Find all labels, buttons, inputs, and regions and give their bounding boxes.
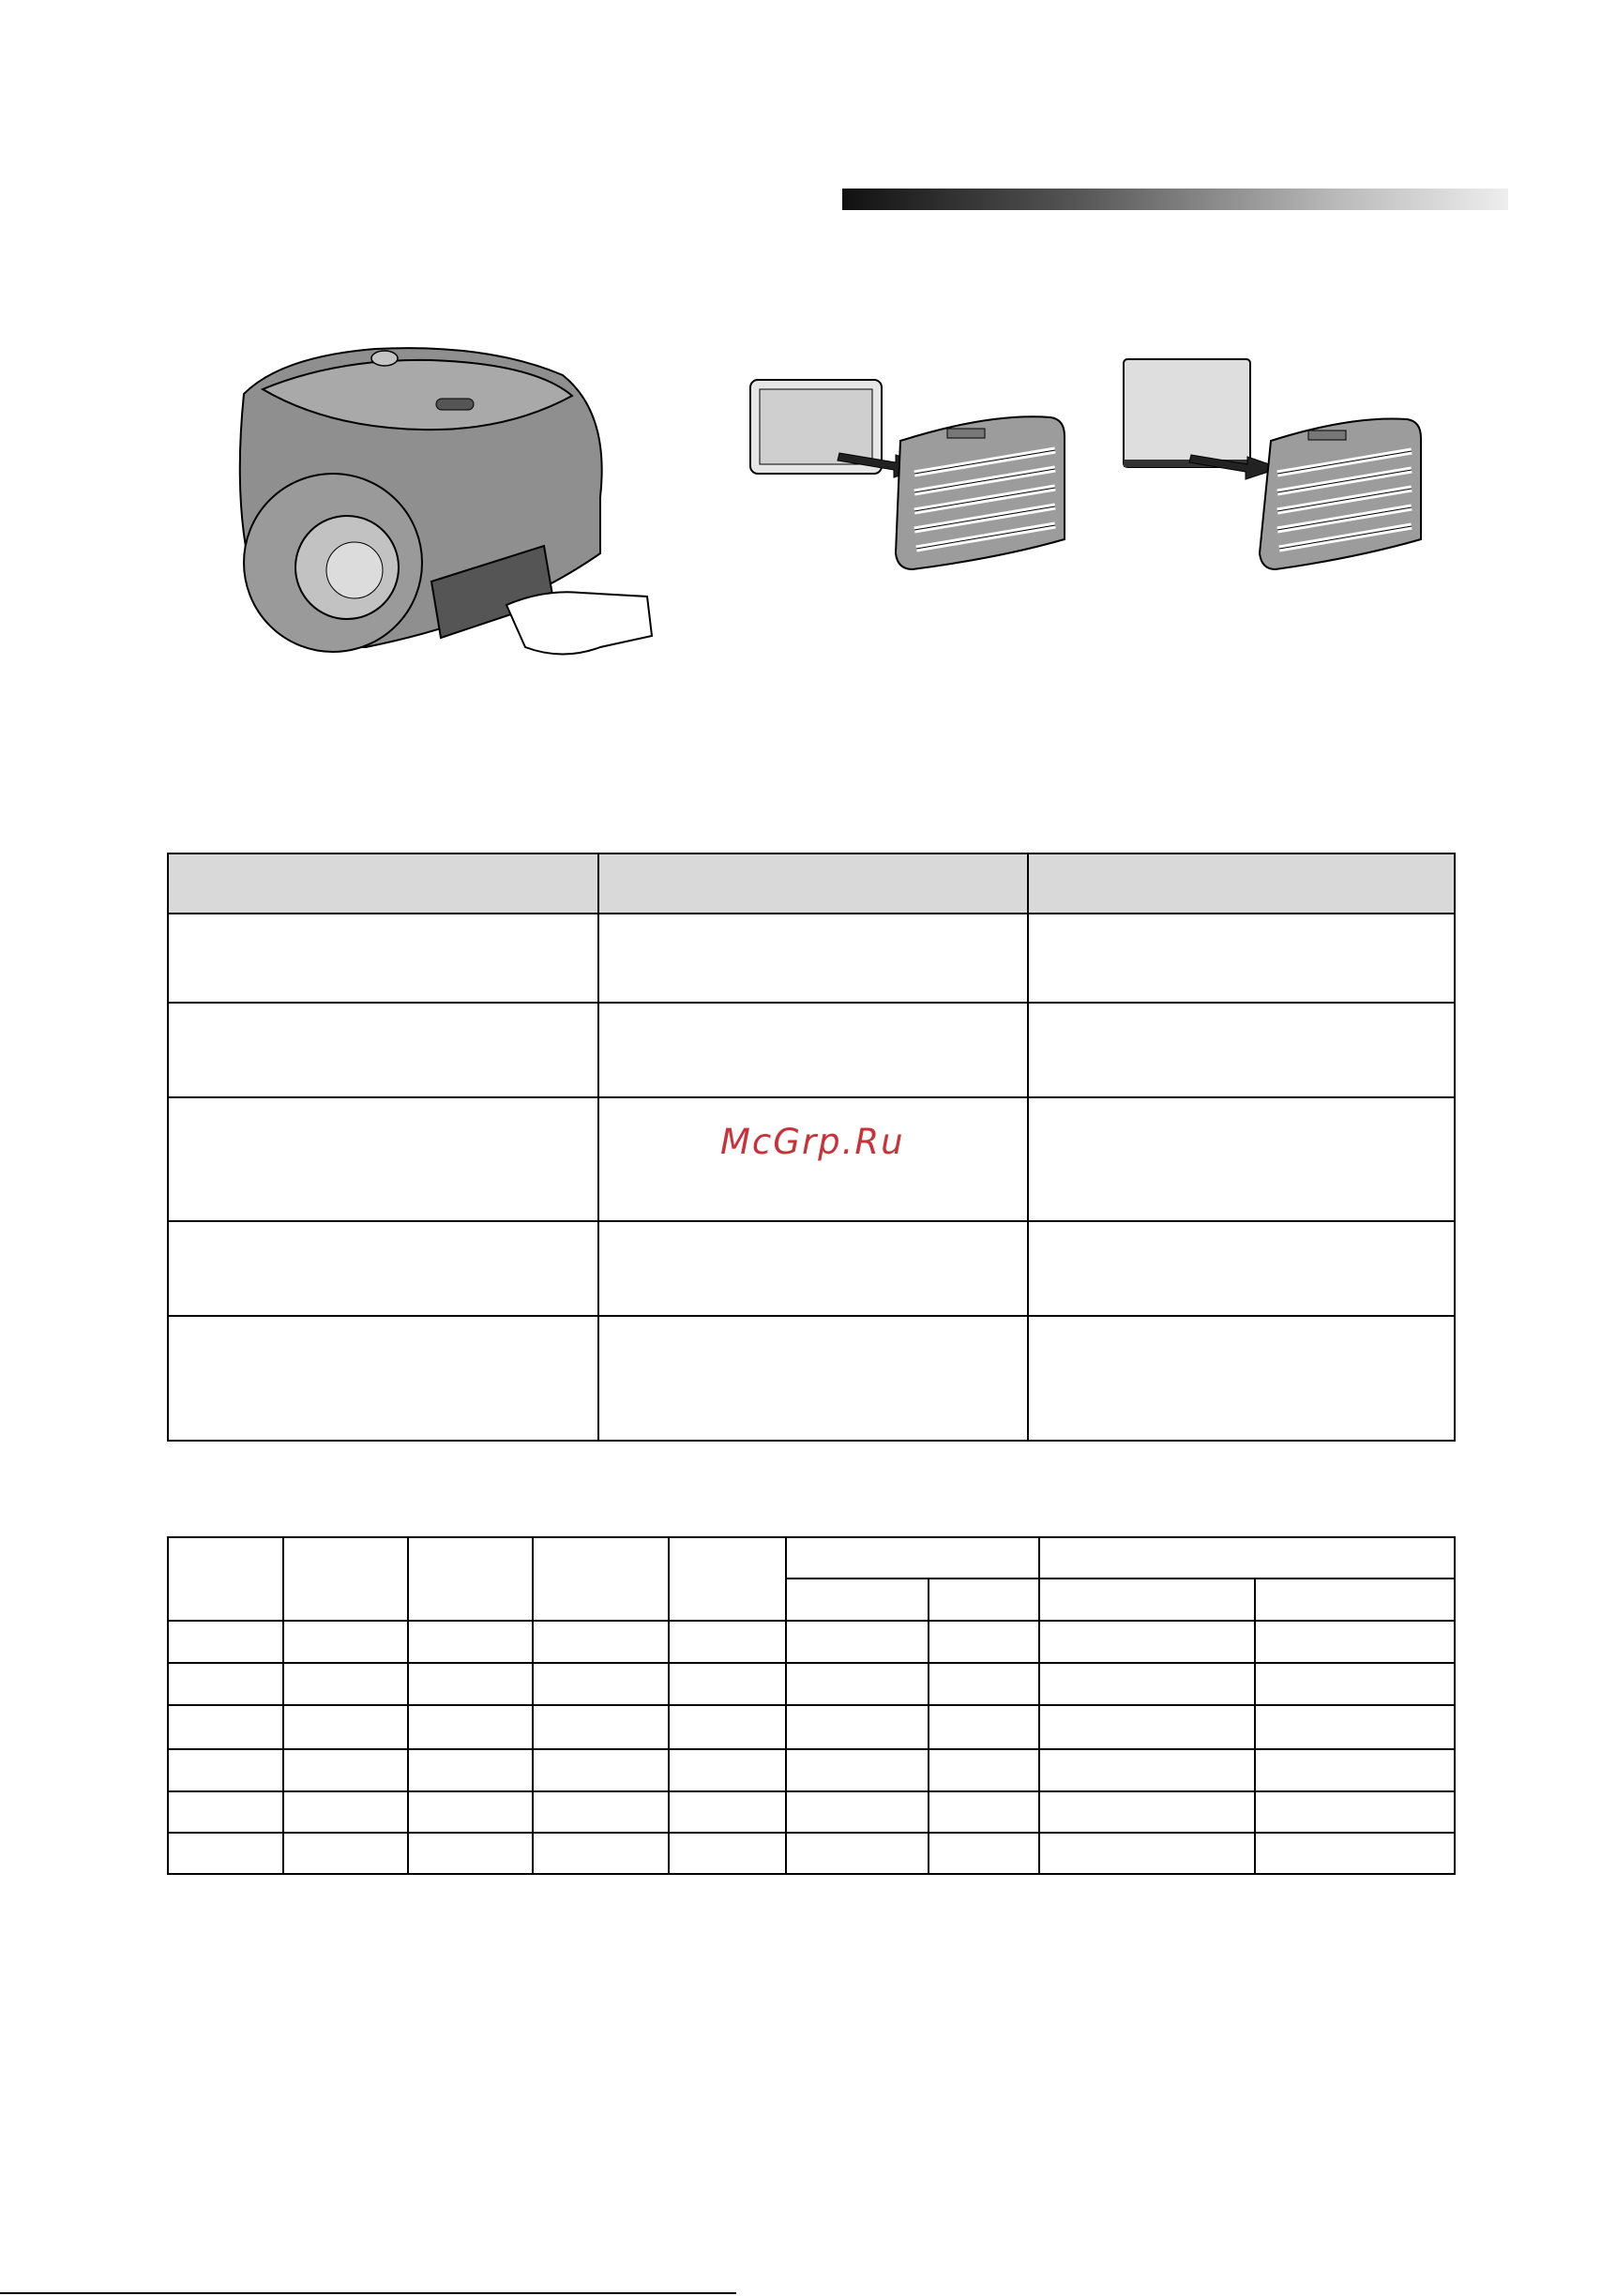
table-header-cell <box>168 853 598 914</box>
watermark-text: McGrp.Ru <box>720 1122 905 1162</box>
table-row <box>168 1705 1455 1749</box>
hand <box>506 592 652 654</box>
sponge-filter-illustration <box>1116 352 1435 572</box>
table-row <box>168 1003 1455 1097</box>
table-row <box>168 1621 1455 1663</box>
table-header-cell <box>598 853 1028 914</box>
filter-grille <box>1260 418 1421 569</box>
table-row <box>168 1833 1455 1874</box>
table-header-row <box>168 1537 1455 1578</box>
sponge-filter <box>1124 359 1250 467</box>
table-row <box>168 1749 1455 1791</box>
table-header-cell <box>1028 853 1455 914</box>
footer-rule <box>0 2292 736 2294</box>
vacuum-illustration <box>225 338 675 675</box>
table-header-row <box>168 853 1455 914</box>
vacuum-button <box>371 351 398 366</box>
header-gradient-bar <box>842 189 1508 210</box>
table-row <box>168 1316 1455 1441</box>
table-row <box>168 1663 1455 1705</box>
table-row <box>168 1791 1455 1833</box>
specifications-table <box>167 1536 1456 1875</box>
table-row <box>168 1221 1455 1316</box>
table-row <box>168 914 1455 1003</box>
filter-grille <box>896 416 1065 569</box>
hepa-filter-illustration <box>746 361 1102 572</box>
vacuum-switch <box>436 399 474 410</box>
